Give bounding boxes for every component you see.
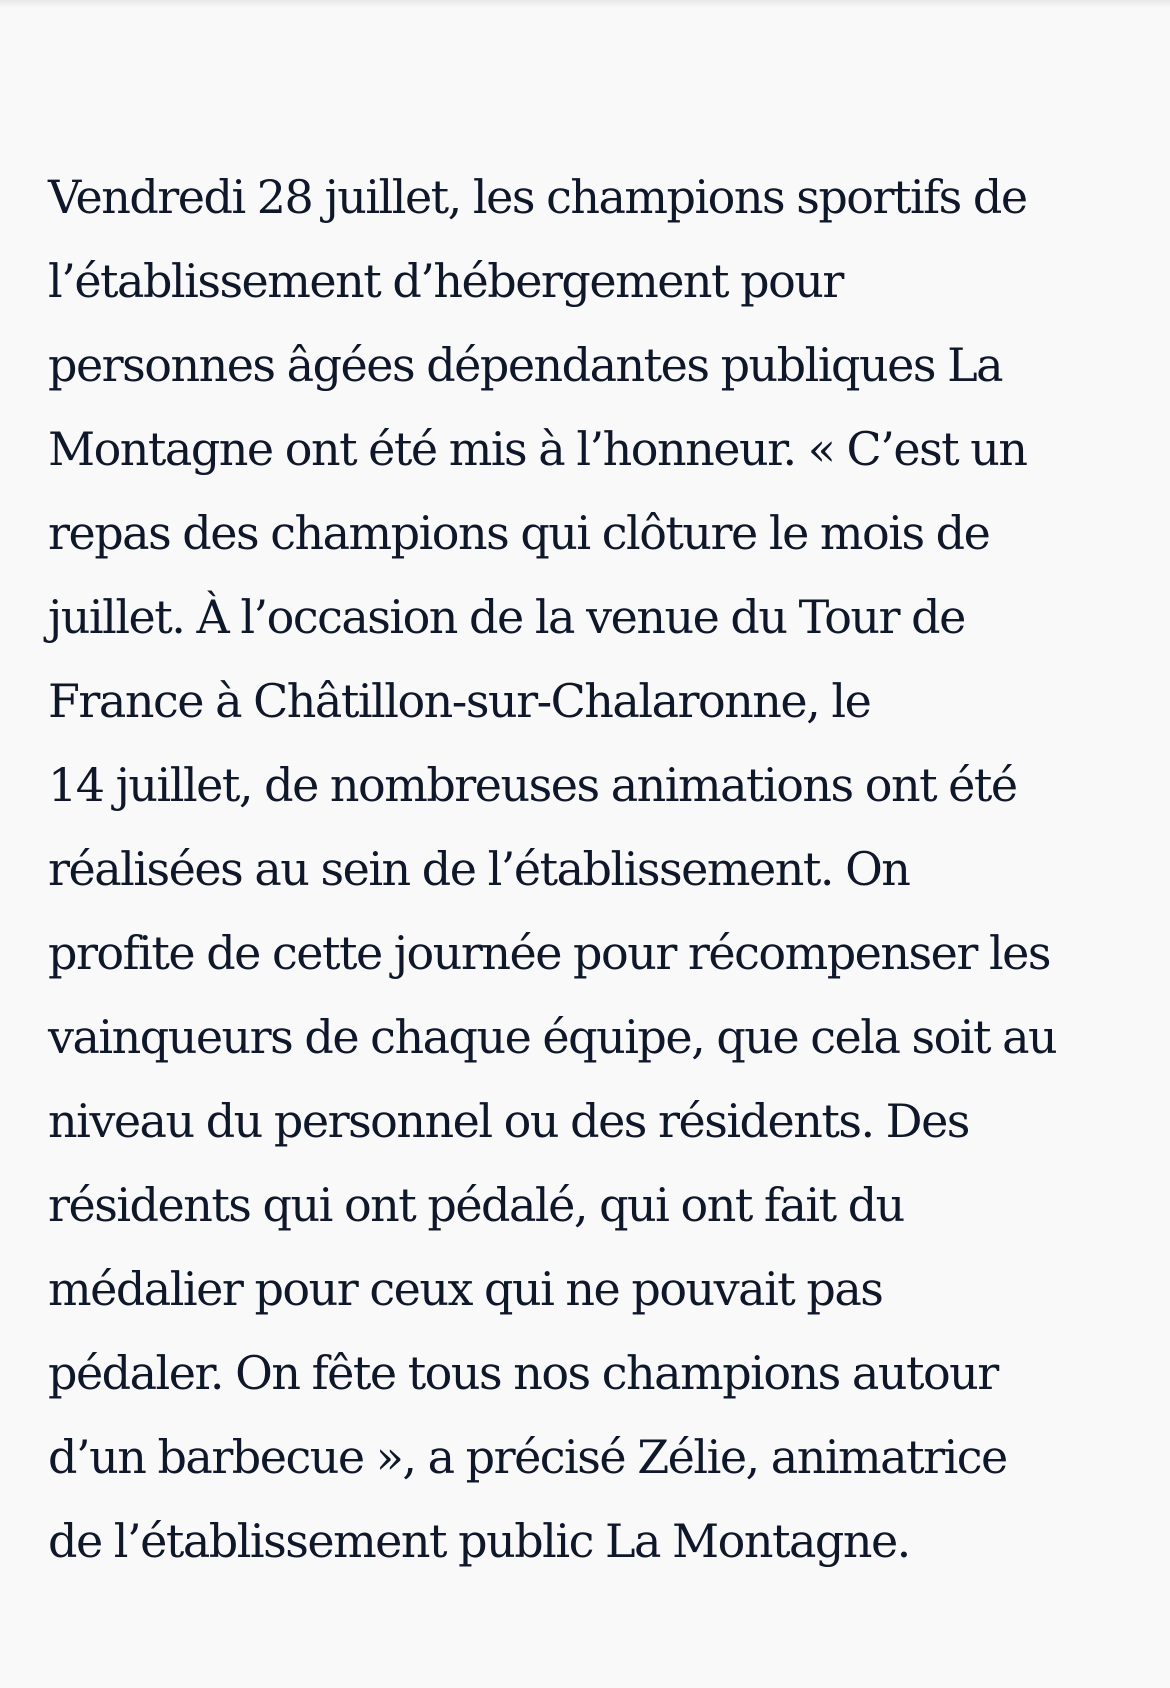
paragraph-line: résidents qui ont pédalé, qui ont fait du — [48, 1178, 904, 1232]
paragraph-line: 14 juillet, de nombreuses animations ont été — [48, 758, 1017, 812]
paragraph-line: réalisées au sein de l’établissement. On — [48, 842, 910, 896]
paragraph-line: l’établissement d’hébergement pour — [48, 254, 843, 308]
paragraph-line: Montagne ont été mis à l’honneur. « C’est un — [48, 422, 1027, 476]
paragraph-line: d’un barbecue », a précisé Zélie, animatrice — [48, 1430, 1007, 1484]
paragraph-line: pédaler. On fête tous nos champions autour — [48, 1346, 998, 1400]
paragraph-line: médalier pour ceux qui ne pouvait pas — [48, 1262, 883, 1316]
paragraph-line: France à Châtillon-sur-Chalaronne, le — [48, 674, 871, 728]
top-edge-shadow — [0, 0, 1170, 8]
paragraph-line: niveau du personnel ou des résidents. Des — [48, 1094, 969, 1148]
paragraph-line: Vendredi 28 juillet, les champions sportifs de — [48, 170, 1027, 224]
paragraph-line: personnes âgées dépendantes publiques La — [48, 338, 1003, 392]
paragraph-line: juillet. À l’occasion de la venue du Tour de — [48, 590, 965, 644]
article-content — [48, 155, 1128, 1583]
article-paragraph — [48, 155, 1128, 1583]
paragraph-line: profite de cette journée pour récompenser les — [48, 926, 1050, 980]
paragraph-line: vainqueurs de chaque équipe, que cela soit au — [48, 1010, 1057, 1064]
paragraph-line: repas des champions qui clôture le mois de — [48, 506, 990, 560]
paragraph-line: de l’établissement public La Montagne. — [48, 1514, 910, 1568]
